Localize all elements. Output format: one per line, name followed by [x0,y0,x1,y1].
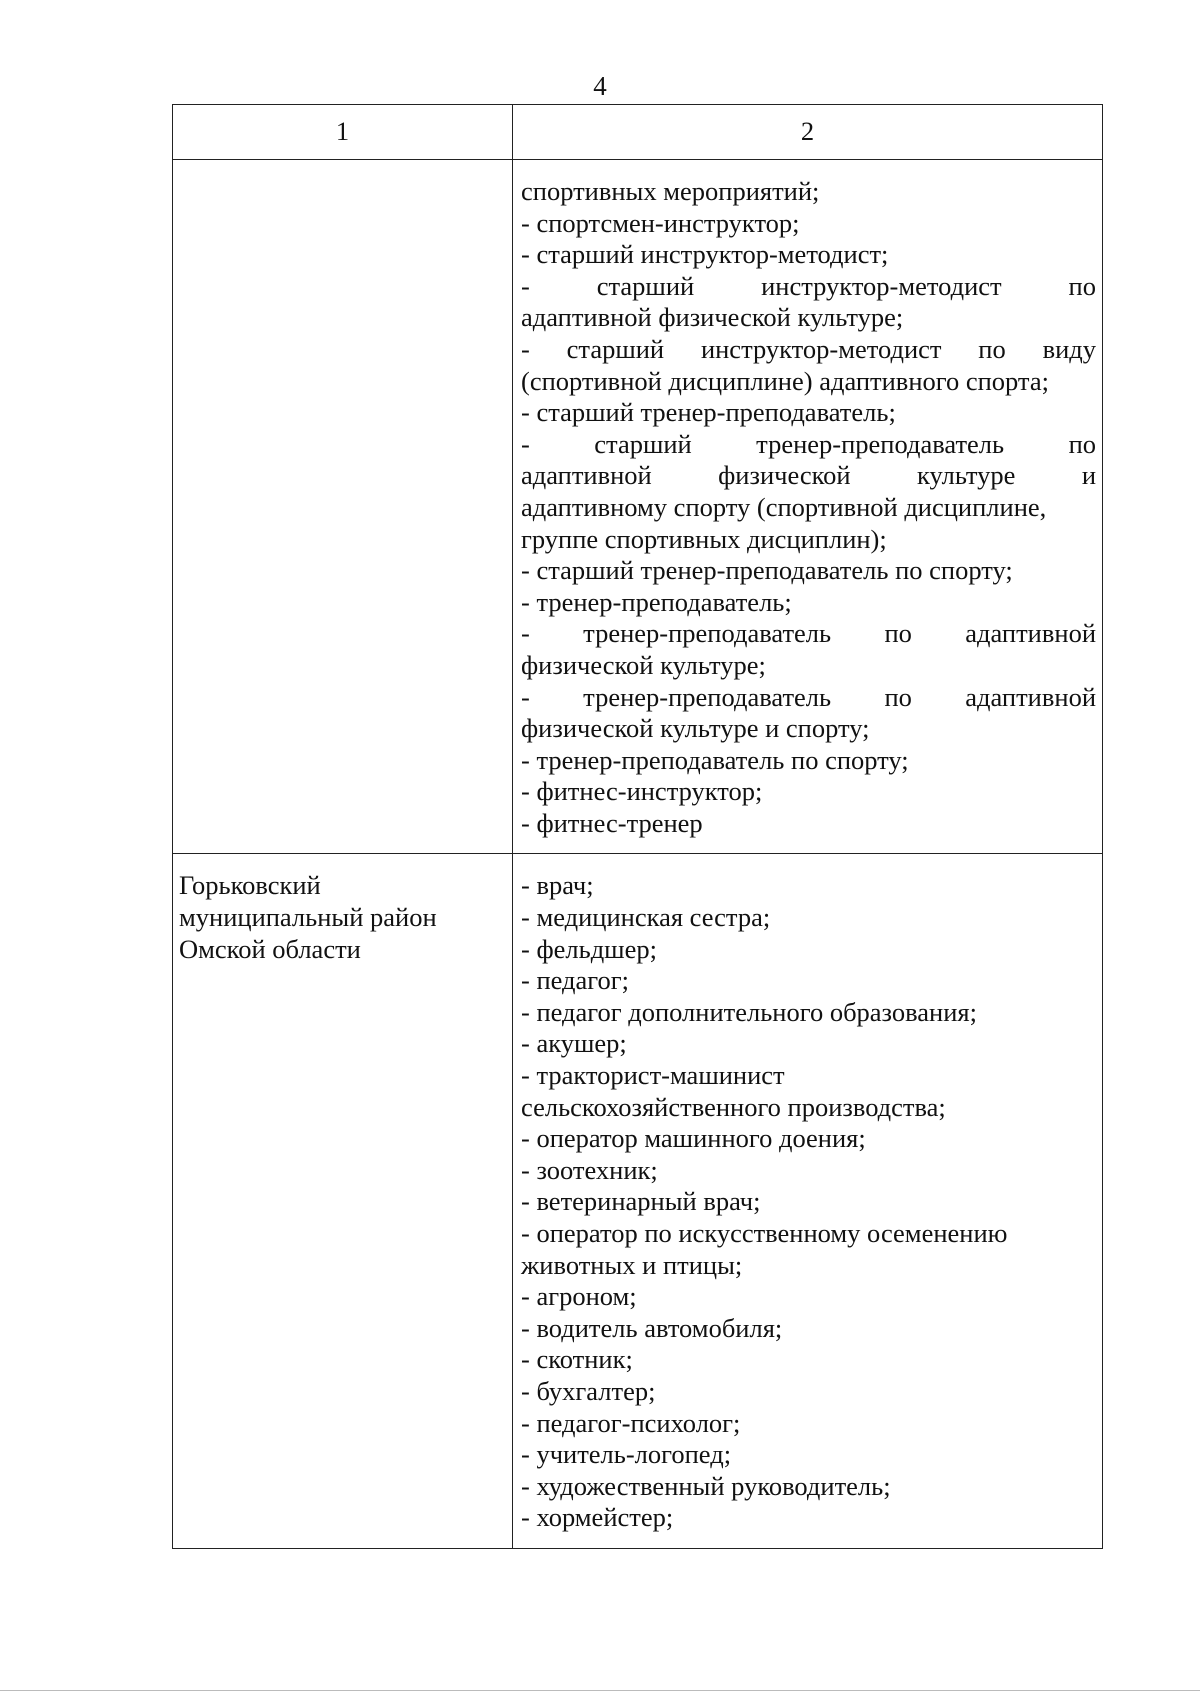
professions-table [172,104,1103,1549]
profession-line: - скотник; [521,1344,633,1375]
column-header-2: 2 [513,105,1103,160]
profession-line: - педагог-психолог; [521,1407,741,1438]
professions-list [513,160,1102,853]
profession-line: - тренер-преподаватель; [521,586,792,617]
table-header-row [173,105,1103,160]
column-header-1: 1 [173,105,513,160]
professions-cell [513,160,1103,854]
profession-line: адаптивному спорту (спортивной дисциплине, [521,491,1047,522]
profession-line: - бухгалтер; [521,1375,656,1406]
table-row [173,160,1103,854]
profession-line: - старший инструктор-методист; [521,239,889,270]
region-cell [173,160,513,854]
profession-line: физической культуре и спорту; [521,713,870,744]
profession-line: (спортивной дисциплине) адаптивного спорта; [521,365,1049,396]
profession-line: - тракторист-машинист [521,1060,785,1091]
profession-line: - педагог; [521,965,629,996]
profession-line: - фельдшер; [521,933,657,964]
profession-line: - педагог дополнительного образования; [521,996,977,1027]
profession-line: - оператор машинного доения; [521,1123,866,1154]
page-bottom-rule [0,1690,1200,1691]
profession-line: животных и птицы; [521,1249,743,1280]
profession-line: сельскохозяйственного производства; [521,1091,946,1122]
profession-line: - врач; [521,870,594,901]
profession-line: адаптивной физической культуре; [521,302,904,333]
page-number: 4 [593,71,607,101]
professions-list [513,854,1102,1547]
profession-line: - спортсмен-инструктор; [521,207,800,238]
profession-line: - старший инструктор-методист по [521,270,1096,301]
profession-line: - фитнес-тренер [521,807,703,838]
profession-line: - акушер; [521,1028,627,1059]
profession-line: - старший тренер-преподаватель по спорту; [521,555,1013,586]
region-cell [173,854,513,1548]
table-row [173,854,1103,1548]
region-name-line: Омской области [179,933,361,964]
region-name-line: Горьковский [179,870,321,901]
profession-line: - ветеринарный врач; [521,1186,761,1217]
professions-cell [513,854,1103,1548]
profession-line: - оператор по искусственному осеменению [521,1218,1008,1248]
profession-line: - старший инструктор-методист по виду [521,333,1096,364]
profession-line: - учитель-логопед; [521,1439,732,1470]
profession-line: - художественный руководитель; [521,1470,891,1501]
profession-line: - медицинская сестра; [521,902,771,933]
region-name [173,854,512,979]
profession-line: - тренер-преподаватель по адаптивной [521,618,1096,649]
profession-line: - тренер-преподаватель по спорту; [521,744,909,775]
profession-line: - зоотехник; [521,1154,658,1185]
region-name-line: муниципальный район [179,902,437,933]
profession-line: - водитель автомобиля; [521,1312,783,1343]
profession-line: физической культуре; [521,649,766,680]
profession-line: - тренер-преподаватель по адаптивной [521,681,1096,712]
profession-line: адаптивной физической культуре и [521,460,1096,491]
profession-line: - агроном; [521,1281,637,1312]
profession-line: спортивных мероприятий; [521,176,820,206]
region-name [173,160,512,190]
profession-line: группе спортивных дисциплин); [521,523,887,554]
profession-line: - старший тренер-преподаватель по [521,428,1096,459]
profession-line: - старший тренер-преподаватель; [521,397,896,428]
profession-line: - фитнес-инструктор; [521,776,763,807]
profession-line: - хормейстер; [521,1502,674,1533]
